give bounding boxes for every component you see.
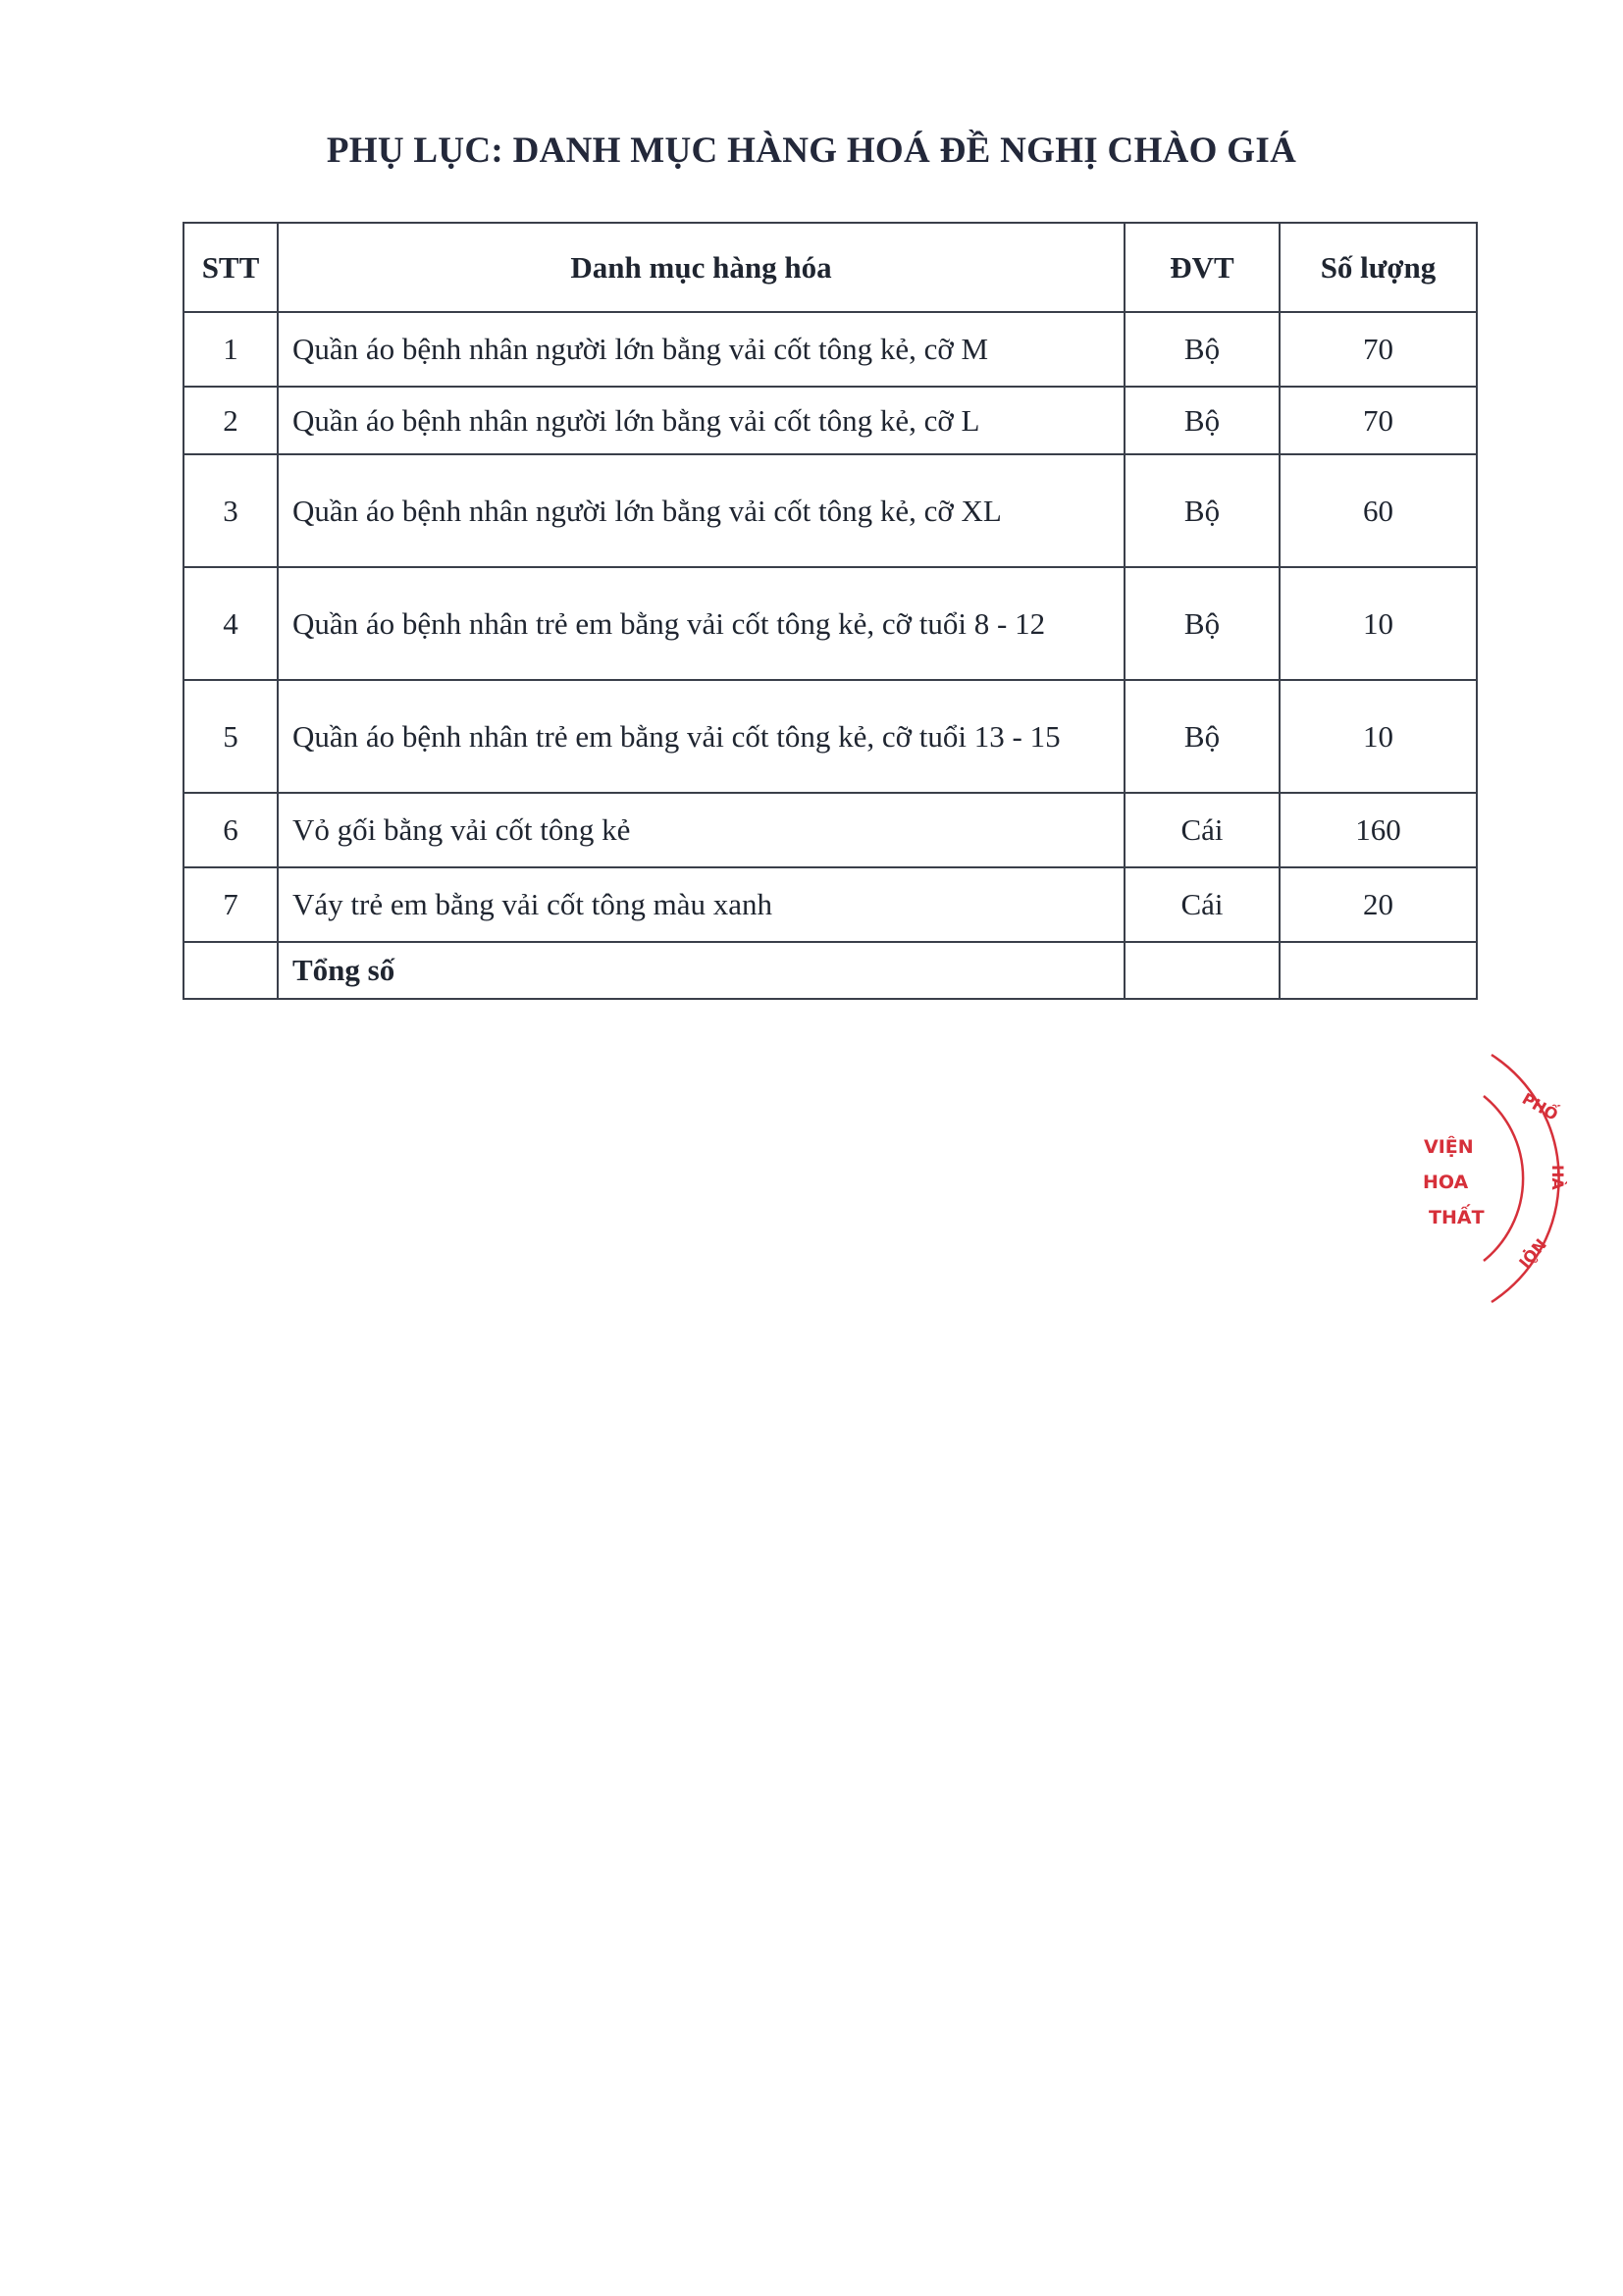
cell-stt: 5 (183, 680, 278, 793)
cell-qty: 20 (1280, 867, 1477, 942)
cell-stt: 4 (183, 567, 278, 680)
header-unit: ĐVT (1125, 223, 1280, 312)
cell-unit: Bộ (1125, 387, 1280, 454)
cell-unit: Bộ (1125, 454, 1280, 567)
cell-unit: Cái (1125, 867, 1280, 942)
cell-stt: 2 (183, 387, 278, 454)
cell-qty: 70 (1280, 387, 1477, 454)
cell-stt: 6 (183, 793, 278, 867)
cell-qty: 10 (1280, 567, 1477, 680)
cell-name: Quần áo bệnh nhân người lớn bằng vải cốt tông kẻ, cỡ M (278, 312, 1125, 387)
table-row (183, 567, 1477, 680)
header-qty: Số lượng (1280, 223, 1477, 312)
cell-qty-empty (1280, 942, 1477, 999)
cell-unit: Bộ (1125, 312, 1280, 387)
cell-name: Váy trẻ em bằng vải cốt tông màu xanh (278, 867, 1125, 942)
header-stt: STT (183, 223, 278, 312)
cell-qty: 10 (1280, 680, 1477, 793)
header-name: Danh mục hàng hóa (278, 223, 1125, 312)
red-seal-stamp-fragment (1423, 1045, 1599, 1320)
table-row (183, 454, 1477, 567)
cell-qty: 60 (1280, 454, 1477, 567)
page-title: PHỤ LỤC: DANH MỤC HÀNG HOÁ ĐỀ NGHỊ CHÀO GIÁ (326, 130, 1297, 171)
cell-stt: 3 (183, 454, 278, 567)
cell-unit: Cái (1125, 793, 1280, 867)
cell-qty: 160 (1280, 793, 1477, 867)
goods-table (183, 222, 1478, 1000)
cell-stt: 7 (183, 867, 278, 942)
cell-unit: Bộ (1125, 680, 1280, 793)
table-header-row (183, 223, 1477, 312)
table-row (183, 793, 1477, 867)
seal-text-pho: PHỐ (1519, 1089, 1562, 1124)
seal-rings (1484, 1055, 1559, 1302)
cell-qty: 70 (1280, 312, 1477, 387)
table-total-row (183, 942, 1477, 999)
cell-name: Quần áo bệnh nhân trẻ em bằng vải cốt tông kẻ, cỡ tuổi 8 - 12 (278, 567, 1125, 680)
cell-name: Quần áo bệnh nhân người lớn bằng vải cốt tông kẻ, cỡ L (278, 387, 1125, 454)
seal-text-that: THẤT (1429, 1207, 1485, 1228)
cell-stt-empty (183, 942, 278, 999)
cell-name: Quần áo bệnh nhân trẻ em bằng vải cốt tông kẻ, cỡ tuổi 13 - 15 (278, 680, 1125, 793)
total-label: Tổng số (278, 942, 1125, 999)
cell-unit: Bộ (1125, 567, 1280, 680)
cell-stt: 1 (183, 312, 278, 387)
cell-name: Quần áo bệnh nhân người lớn bằng vải cốt tông kẻ, cỡ XL (278, 454, 1125, 567)
table-row (183, 387, 1477, 454)
seal-text-hoa: HOA (1423, 1172, 1469, 1193)
cell-unit-empty (1125, 942, 1280, 999)
table-row (183, 680, 1477, 793)
seal-text-vien: VIỆN (1424, 1136, 1474, 1158)
table-row (183, 312, 1477, 387)
table-row (183, 867, 1477, 942)
cell-name: Vỏ gối bằng vải cốt tông kẻ (278, 793, 1125, 867)
seal-text-ha: HÀ (1548, 1165, 1567, 1190)
seal-text-noi: NỘI (1514, 1234, 1550, 1272)
